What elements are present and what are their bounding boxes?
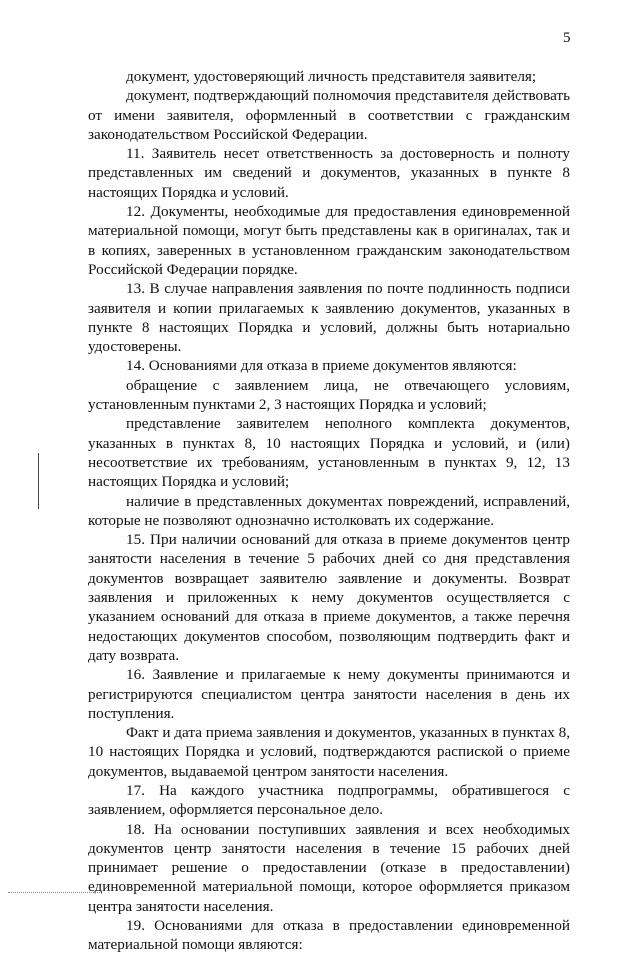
paragraph: наличие в представленных документах повреждений, исправлений, которые не позволяют однозначно истолковать их содержание.: [88, 492, 570, 529]
paragraph: представление заявителем неполного комплекта документов, указанных в пунктах 8, 10 настоящих Порядка и условий, и (или) несоответствие их требованиям, установленным в пунктах 9, 12, 13 настоящих Порядка и условий;: [88, 415, 570, 491]
paragraph: Факт и дата приема заявления и документов, указанных в пунктах 8, 10 настоящих Порядка и условий, подтверждаются распиской о приеме документов, выдаваемой центром занятости населения.: [88, 724, 570, 780]
paragraph: документ, удостоверяющий личность представителя заявителя;: [126, 68, 537, 85]
paragraph: 16. Заявление и прилагаемые к нему документы принимаются и регистрируются специалистом центра занятости населения в день их поступления.: [88, 666, 570, 722]
footer-scan-marks: [8, 892, 100, 895]
paragraph: 15. При наличии оснований для отказа в приеме документов центр занятости населения в течение 5 рабочих дней со дня представления документов возвращает заявителю заявление и документы. Возврат заявления и приложенных к нему документов осуществляется с указанием оснований для отказа в приеме документов, а также перечня недостающих документов способом, позволяющим подтвердить факт и дату возврата.: [88, 531, 570, 664]
paragraph: документ, подтверждающий полномочия представителя действовать от имени заявителя, оформленный в соответствии с гражданским законодательством Российской Федерации.: [88, 87, 570, 143]
margin-mark: [38, 453, 39, 509]
paragraph: 17. На каждого участника подпрограммы, обратившегося с заявлением, оформляется персональное дело.: [88, 781, 570, 819]
paragraph: 11. Заявитель несет ответственность за достоверность и полноту представленных им сведений и документов, указанных в пункте 8 настоящих Порядка и условий.: [88, 145, 570, 201]
paragraph: 19. Основаниями для отказа в предоставлении единовременной материальной помощи являются:: [88, 917, 570, 954]
paragraph: 12. Документы, необходимые для предоставления единовременной материальной помощи, могут быть представлены как в оригиналах, так и в копиях, заверенных в установленном гражданским законодательством Российской Федерации порядке.: [88, 203, 570, 278]
document-body: [88, 67, 570, 955]
paragraph: обращение с заявлением лица, не отвечающего условиям, установленным пунктами 2, 3 настоящих Порядка и условий;: [88, 376, 570, 414]
paragraph: 13. В случае направления заявления по почте подлинность подписи заявителя и копии прилагаемых к заявлению документов, указанных в пункте 8 настоящих Порядка и условий, должны быть нотариально удостоверены.: [88, 280, 570, 356]
paragraph: 18. На основании поступивших заявления и всех необходимых документов центр занятости населения в течение 15 рабочих дней принимает решение о предоставлении (отказе в предоставлении) единовременной материальной помощи, которое оформляется приказом центра занятости населения.: [88, 820, 570, 915]
paragraph: 14. Основаниями для отказа в приеме документов являются:: [126, 357, 517, 375]
page-number: 5: [563, 30, 571, 46]
